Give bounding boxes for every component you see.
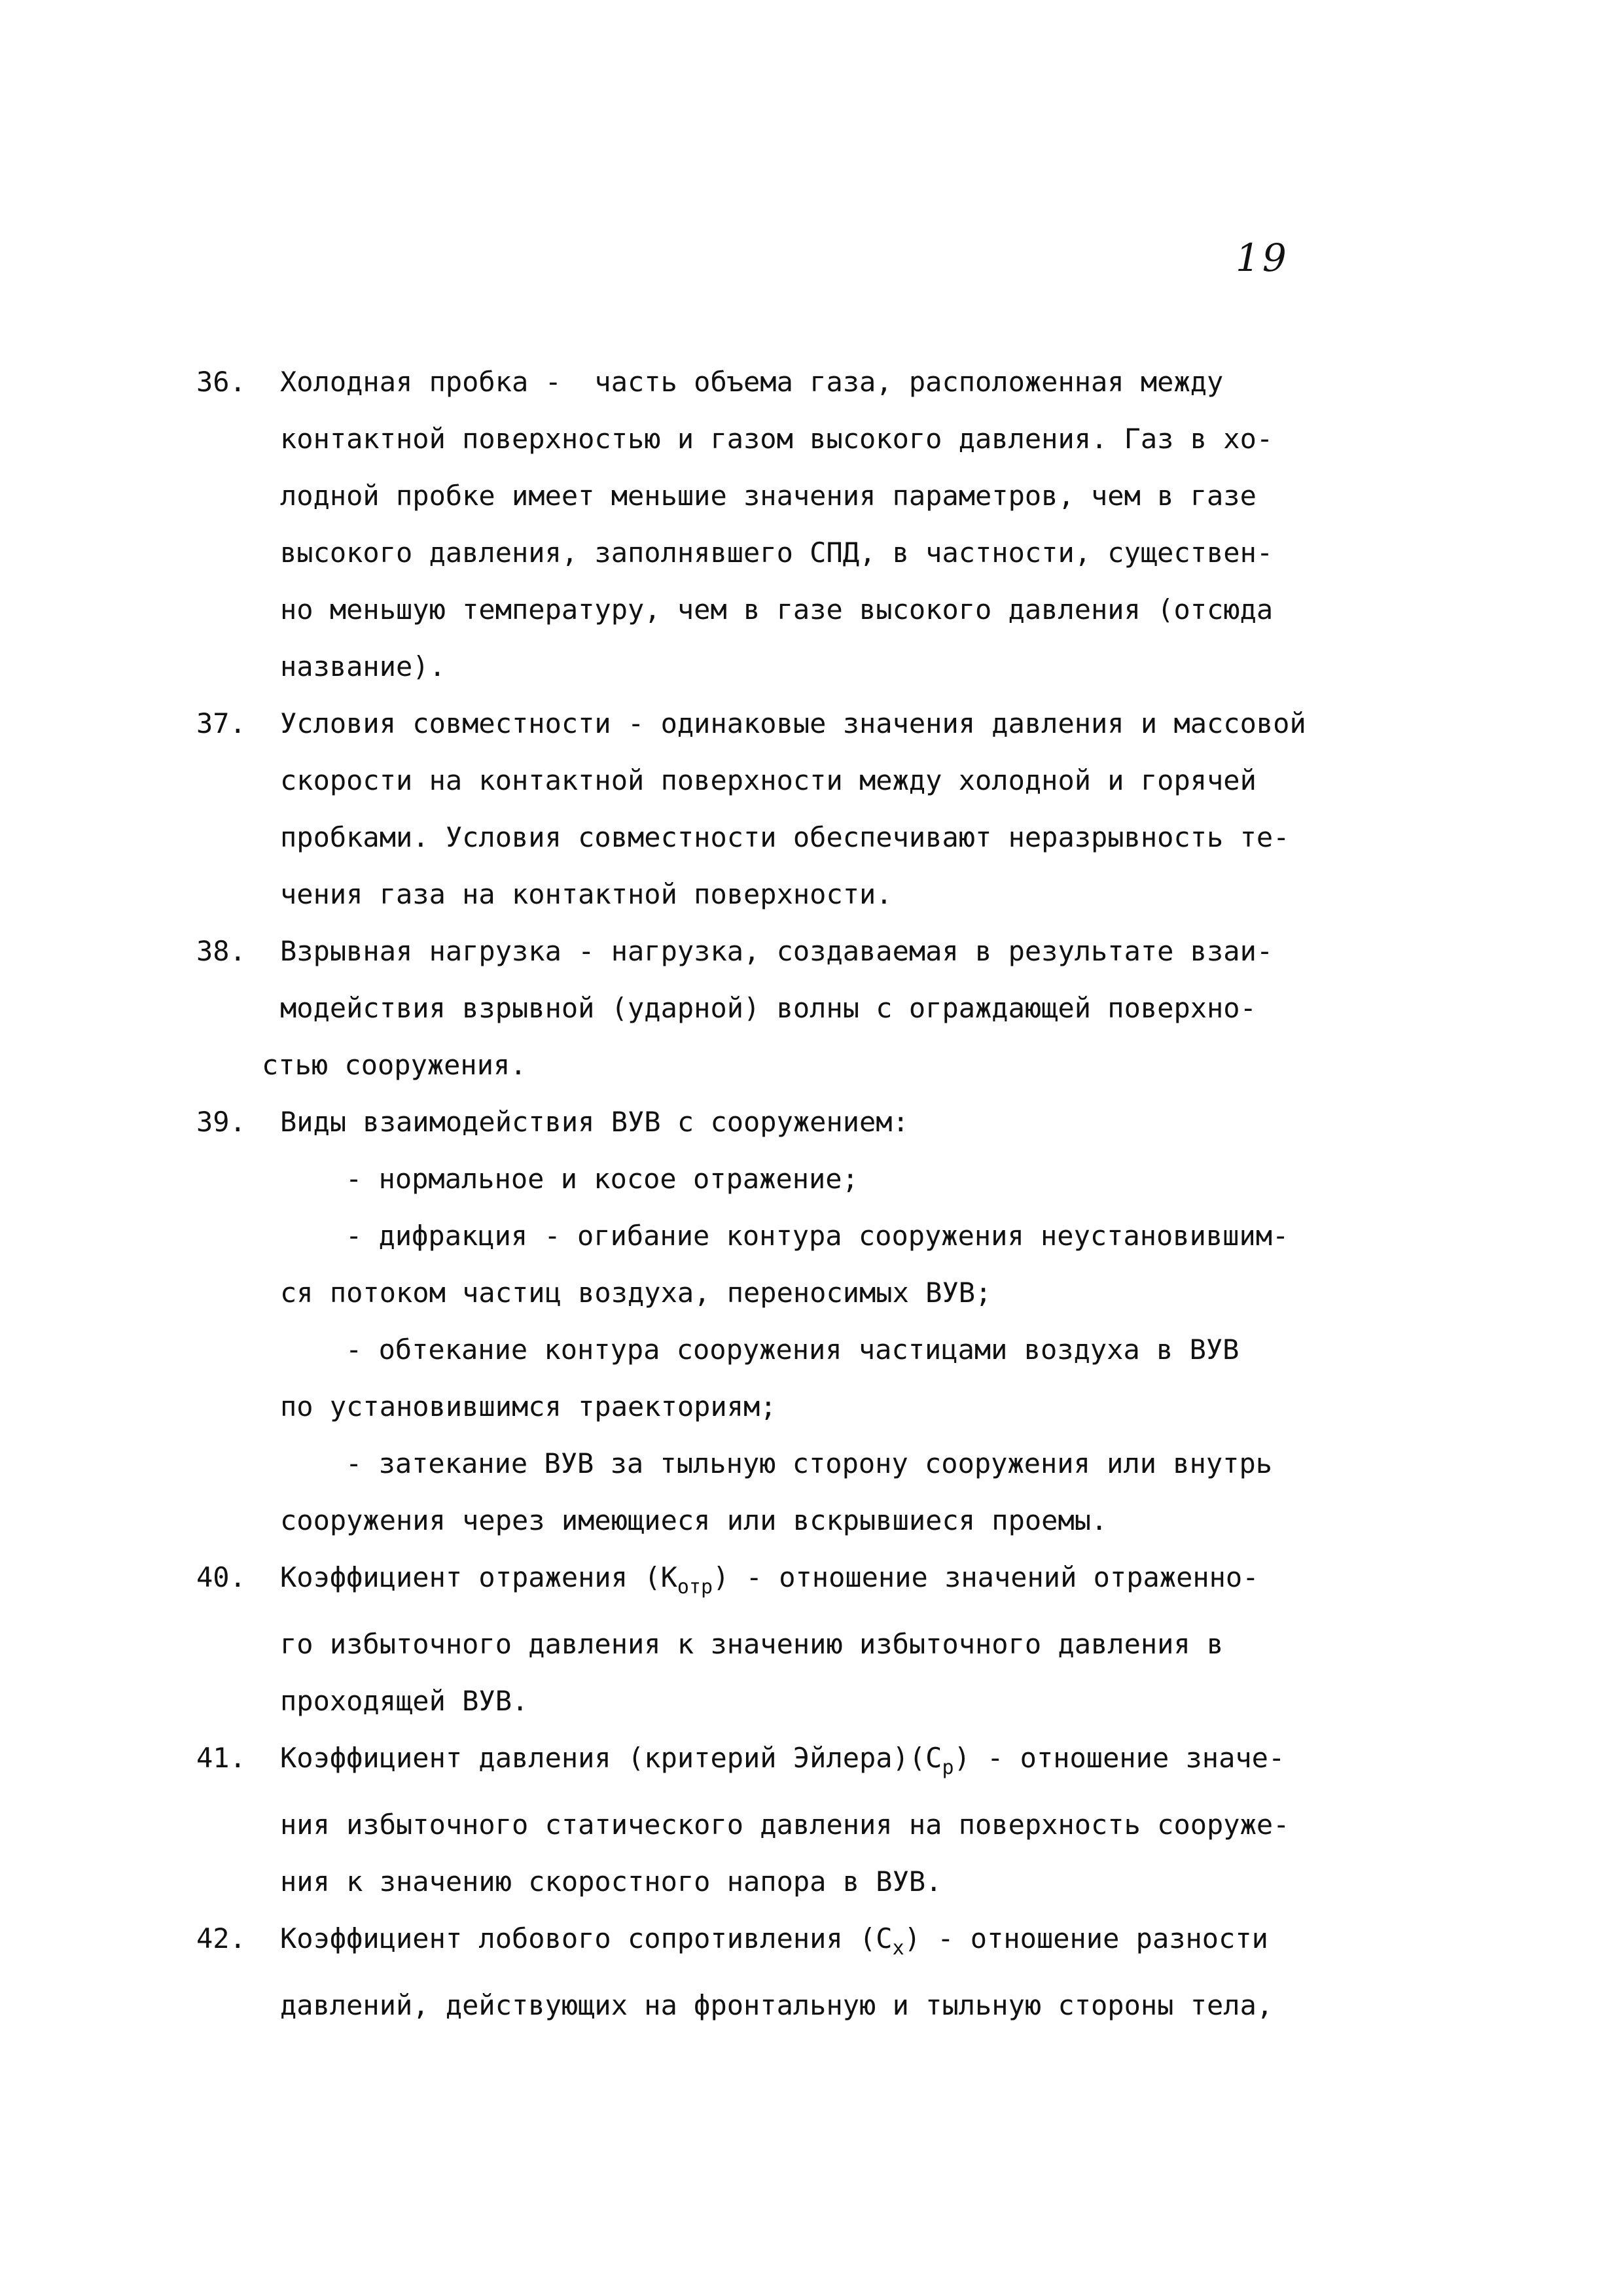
entry-text-line xyxy=(196,866,1374,923)
entry-text-line xyxy=(196,410,1374,467)
entry-text-line xyxy=(196,1492,1374,1549)
line-text: лодной пробке имеет меньшие значения параметров, чем в газе xyxy=(280,480,1257,512)
entry-text-line xyxy=(196,581,1374,638)
line-text: - нормальное и косое отражение; xyxy=(346,1163,859,1195)
line-text: контактной поверхностью и газом высокого давления. Газ в хо- xyxy=(280,423,1274,455)
line-text: но меньшую температуру, чем в газе высокого давления (отсюда xyxy=(280,593,1274,626)
entry-text-line xyxy=(196,353,1374,410)
entry-text-line xyxy=(196,1264,1374,1321)
glossary-entry xyxy=(196,1910,1374,2034)
line-text: название). xyxy=(280,650,446,682)
line-text: модействия взрывной (ударной) волны с ограждающей поверхно- xyxy=(280,992,1257,1024)
line-text: го избыточного давления к значению избыточного давления в xyxy=(280,1628,1224,1660)
line-subscript: отр xyxy=(677,1576,713,1598)
entry-text-line xyxy=(196,1672,1374,1729)
line-text: проходящей ВУВ. xyxy=(280,1685,529,1717)
glossary-entries xyxy=(196,353,1374,2034)
line-text: - затекание ВУВ за тыльную сторону сооружения или внутрь xyxy=(346,1447,1273,1479)
line-text: Холодная пробка - часть объема газа, расположенная между xyxy=(280,366,1224,398)
entry-text-line xyxy=(196,1796,1374,1853)
entry-text-line xyxy=(196,1616,1374,1672)
entry-text-line xyxy=(196,1729,1374,1796)
entry-text-line xyxy=(196,980,1374,1036)
line-text: Взрывная нагрузка - нагрузка, создаваемая в результате взаи- xyxy=(280,935,1274,967)
line-text-after: ) - отношение значений отраженно- xyxy=(713,1561,1259,1593)
line-text: Виды взаимодействия ВУВ с сооружением: xyxy=(280,1106,909,1138)
entry-text-line xyxy=(196,638,1374,695)
entry-text-line xyxy=(196,1549,1374,1616)
entry-text-line xyxy=(196,1321,1374,1378)
entry-text-line xyxy=(196,695,1374,752)
glossary-entry xyxy=(196,695,1374,923)
entry-text-line xyxy=(196,1910,1374,1977)
entry-number: 41. xyxy=(196,1742,246,1774)
line-text: стью сооружения. xyxy=(262,1049,527,1081)
entry-text-line xyxy=(196,923,1374,980)
entry-text-line xyxy=(196,1207,1374,1264)
line-text: Коэффициент лобового сопротивления (С xyxy=(280,1922,893,1954)
entry-number: 36. xyxy=(196,366,246,398)
entry-number: 37. xyxy=(196,707,246,739)
entry-number: 40. xyxy=(196,1561,246,1593)
line-text: пробками. Условия совместности обеспечивают неразрывность те- xyxy=(280,821,1290,853)
line-text: ния избыточного статического давления на поверхность сооруже- xyxy=(280,1809,1290,1841)
entry-number: 39. xyxy=(196,1106,246,1138)
glossary-entry xyxy=(196,1549,1374,1729)
line-text: ся потоком частиц воздуха, переносимых ВУВ; xyxy=(280,1277,992,1309)
glossary-entry xyxy=(196,1729,1374,1910)
glossary-entry xyxy=(196,353,1374,695)
entry-number: 42. xyxy=(196,1922,246,1954)
glossary-entry xyxy=(196,923,1374,1093)
entry-text-line xyxy=(196,1036,1374,1093)
entry-text-line xyxy=(196,1977,1374,2034)
line-text: сооружения через имеющиеся или вскрывшиеся проемы. xyxy=(280,1504,1108,1536)
entry-number: 38. xyxy=(196,935,246,967)
line-text-after: ) - отношение разности xyxy=(904,1922,1268,1954)
line-text: Коэффициент отражения (К xyxy=(280,1561,677,1593)
line-text: Коэффициент давления (критерий Эйлера)(С xyxy=(280,1742,942,1774)
line-subscript: х xyxy=(892,1937,904,1960)
entry-text-line xyxy=(196,752,1374,809)
line-text: скорости на контактной поверхности между холодной и горячей xyxy=(280,764,1257,796)
line-text: - дифракция - огибание контура сооружения неустановившим- xyxy=(346,1220,1289,1252)
line-text: давлений, действующих на фронтальную и тыльную стороны тела, xyxy=(280,1989,1274,2021)
line-text-after: ) - отношение значе- xyxy=(954,1742,1285,1774)
line-text: высокого давления, заполнявшего СПД, в частности, существен- xyxy=(280,537,1274,569)
line-text: Условия совместности - одинаковые значения давления и массовой xyxy=(280,707,1306,739)
entry-text-line xyxy=(196,1378,1374,1435)
line-text: ния к значению скоростного напора в ВУВ. xyxy=(280,1865,942,1898)
entry-text-line xyxy=(196,1150,1374,1207)
line-subscript: р xyxy=(942,1756,954,1779)
entry-text-line xyxy=(196,1093,1374,1150)
entry-text-line xyxy=(196,524,1374,581)
glossary-entry xyxy=(196,1093,1374,1549)
entry-text-line xyxy=(196,467,1374,524)
page-number: 19 xyxy=(1236,236,1289,280)
line-text: чения газа на контактной поверхности. xyxy=(280,878,893,910)
entry-text-line xyxy=(196,809,1374,866)
entry-text-line xyxy=(196,1853,1374,1910)
entry-text-line xyxy=(196,1435,1374,1492)
line-text: - обтекание контура сооружения частицами воздуха в ВУВ xyxy=(346,1333,1240,1366)
line-text: по установившимся траекториям; xyxy=(280,1390,777,1422)
